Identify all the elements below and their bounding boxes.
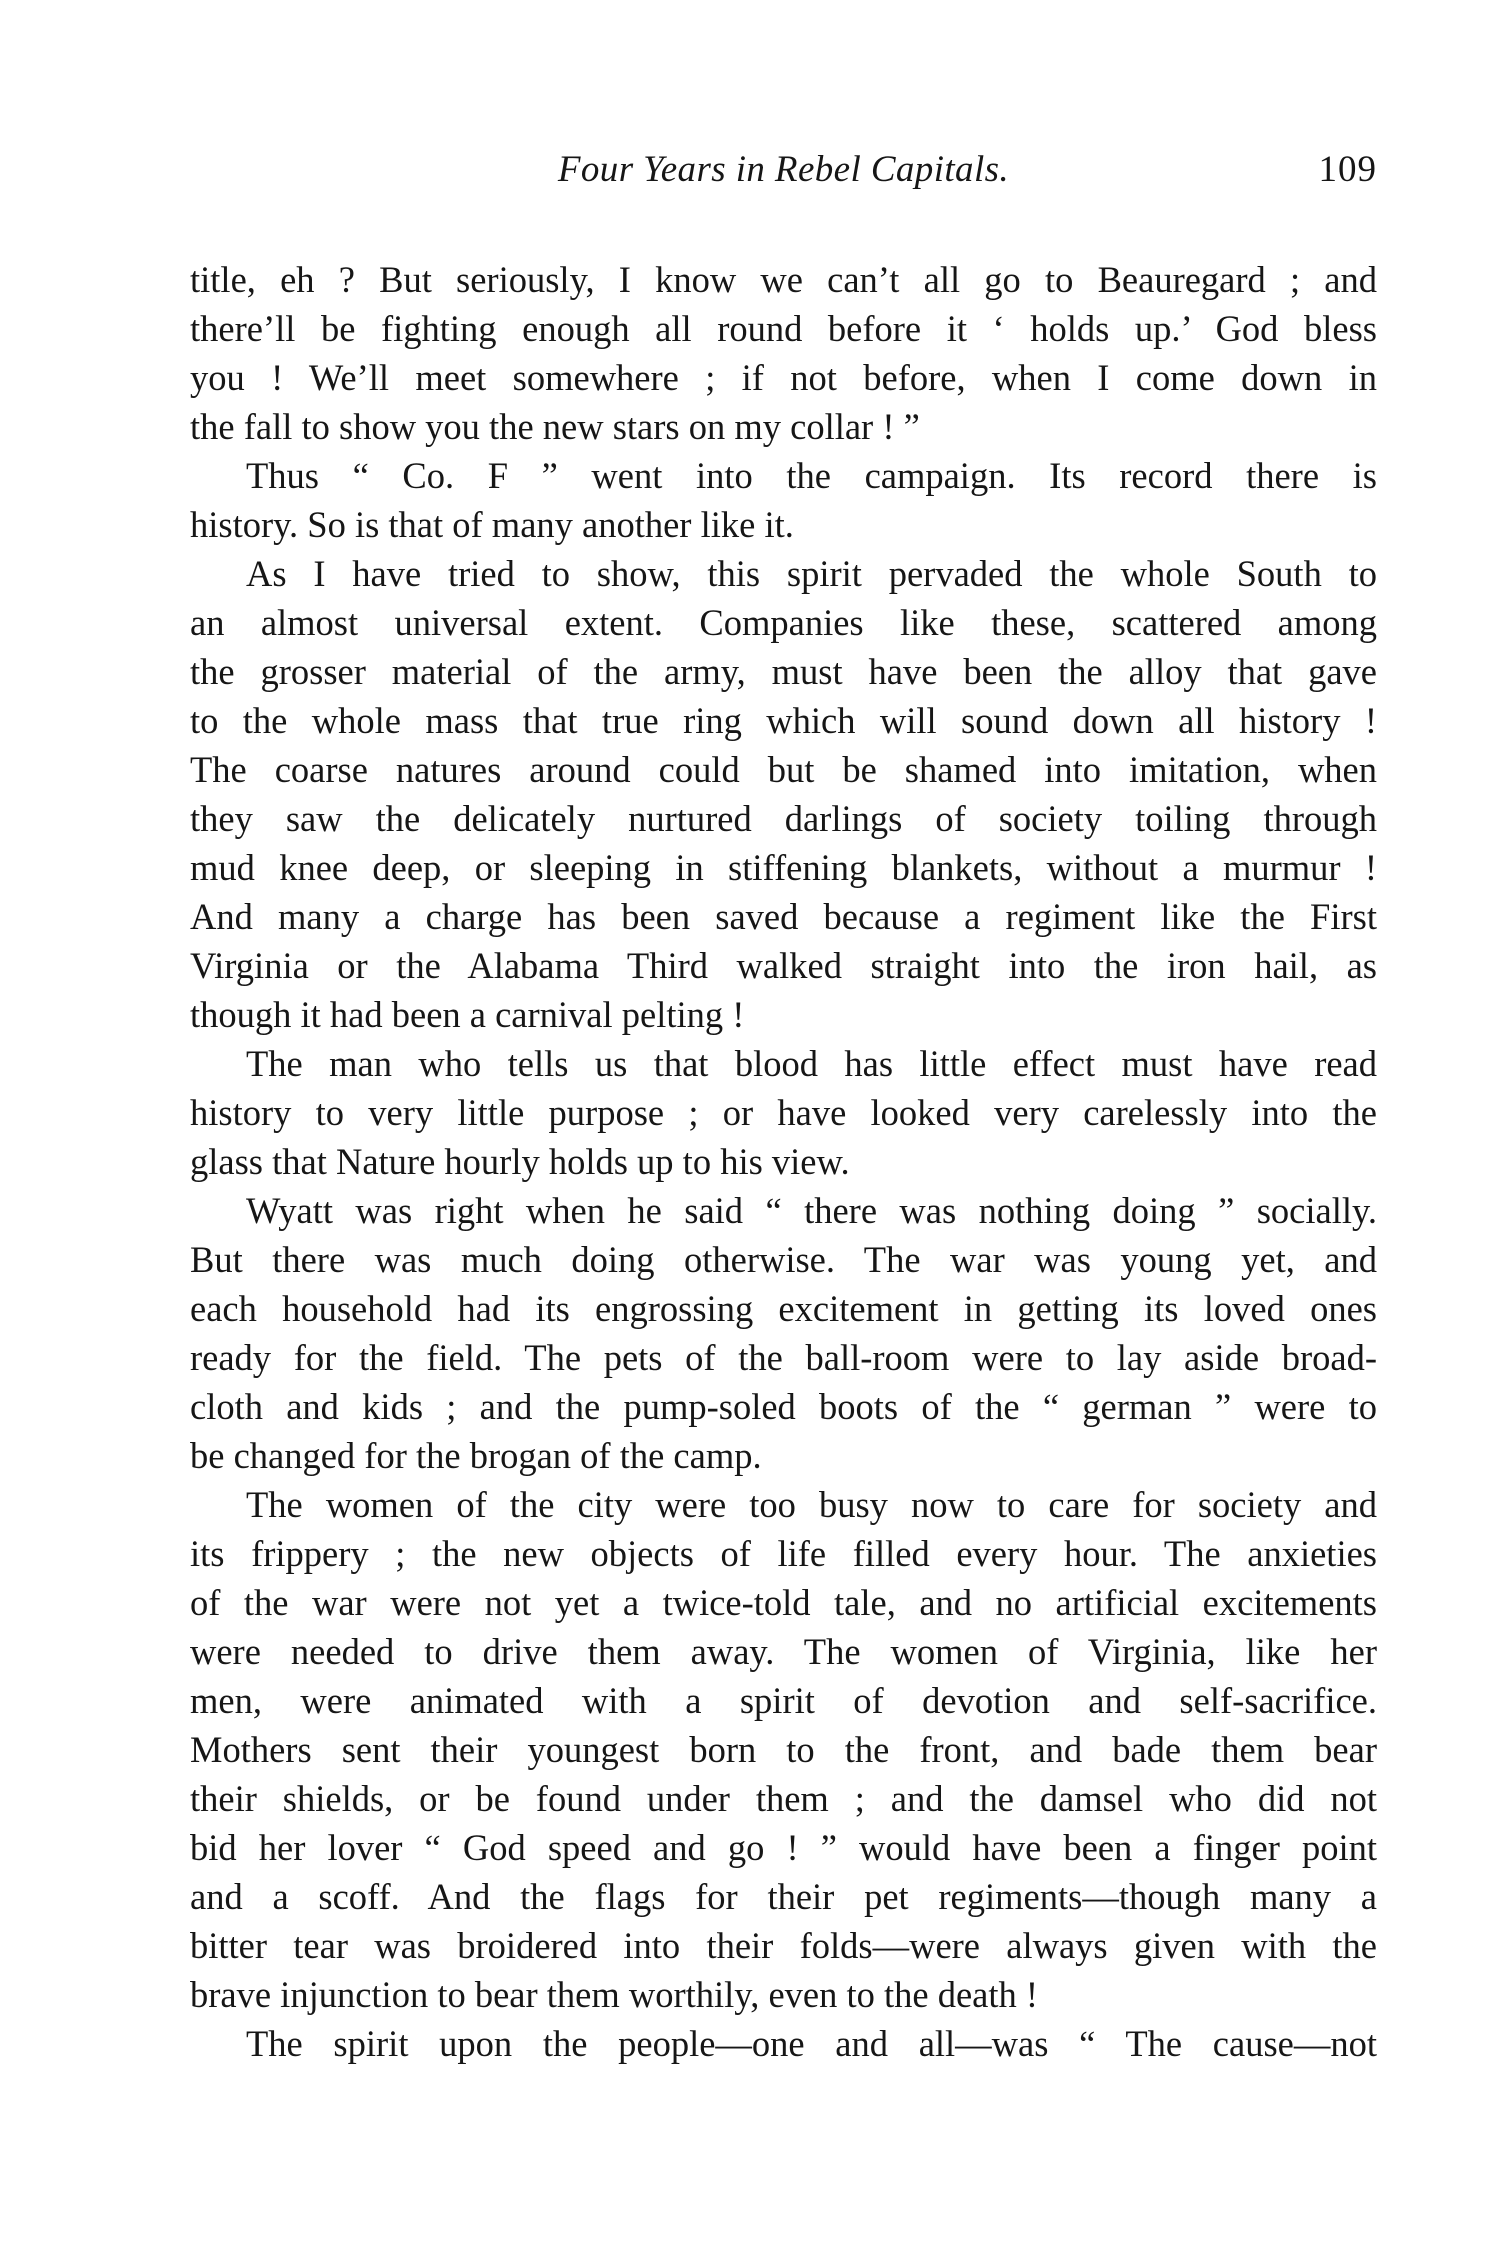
running-title: Four Years in Rebel Capitals. (557, 149, 1010, 190)
text-line: bitter tear was broidered into their folds—were always given with the (190, 1925, 1377, 1966)
text-line: to the whole mass that true ring which will sound down all history ! (190, 700, 1377, 741)
text-line: the grosser material of the army, must have been the alloy that gave (190, 651, 1377, 692)
text-line: Mothers sent their youngest born to the front, and bade them bear (190, 1729, 1377, 1770)
text-line: the fall to show you the new stars on my collar ! ” (190, 406, 920, 447)
paragraph-first-line: The women of the city were too busy now to care for society and (246, 1484, 1377, 1525)
text-line: were needed to drive them away. The women of Virginia, like her (190, 1631, 1377, 1672)
text-line: there’ll be fighting enough all round before it ‘ holds up.’ God bless (190, 308, 1377, 349)
text-line: its frippery ; the new objects of life filled every hour. The anxieties (190, 1533, 1377, 1574)
text-line: an almost universal extent. Companies like these, scattered among (190, 602, 1377, 643)
text-line: bid her lover “ God speed and go ! ” would have been a finger point (190, 1827, 1377, 1868)
paragraph-first-line: Thus “ Co. F ” went into the campaign. Its record there is (246, 455, 1377, 496)
paragraph-first-line: As I have tried to show, this spirit pervaded the whole South to (246, 553, 1377, 594)
body-text (190, 255, 1377, 2068)
text-line: each household had its engrossing excitement in getting its loved ones (190, 1288, 1377, 1329)
text-line: ready for the field. The pets of the ball-room were to lay aside broad- (190, 1337, 1377, 1378)
text-line: mud knee deep, or sleeping in stiffening blankets, without a murmur ! (190, 847, 1377, 888)
text-line: history. So is that of many another like it. (190, 504, 794, 545)
text-line: be changed for the brogan of the camp. (190, 1435, 762, 1476)
text-line: men, were animated with a spirit of devotion and self-sacrifice. (190, 1680, 1377, 1721)
text-line: And many a charge has been saved because a regiment like the First (190, 896, 1377, 937)
paragraph-first-line: Wyatt was right when he said “ there was nothing doing ” socially. (246, 1190, 1377, 1231)
paragraph-first-line: The spirit upon the people—one and all—was “ The cause—not (246, 2023, 1377, 2064)
text-line: The coarse natures around could but be shamed into imitation, when (190, 749, 1377, 790)
text-line: cloth and kids ; and the pump-soled boots of the “ german ” were to (190, 1386, 1377, 1427)
text-line: history to very little purpose ; or have looked very carelessly into the (190, 1092, 1377, 1133)
text-line: though it had been a carnival pelting ! (190, 994, 745, 1035)
text-line: Virginia or the Alabama Third walked straight into the iron hail, as (190, 945, 1377, 986)
text-line: glass that Nature hourly holds up to his view. (190, 1141, 850, 1182)
text-line: title, eh ? But seriously, I know we can’t all go to Beauregard ; and (190, 259, 1377, 300)
text-line: brave injunction to bear them worthily, even to the death ! (190, 1974, 1039, 2015)
text-line: they saw the delicately nurtured darlings of society toiling through (190, 798, 1377, 839)
text-line: of the war were not yet a twice-told tale, and no artificial excitements (190, 1582, 1377, 1623)
paragraph-first-line: The man who tells us that blood has little effect must have read (246, 1043, 1377, 1084)
running-head (190, 148, 1377, 208)
text-line: their shields, or be found under them ; and the damsel who did not (190, 1778, 1377, 1819)
text-line: But there was much doing otherwise. The war was young yet, and (190, 1239, 1377, 1280)
text-line: you ! We’ll meet somewhere ; if not before, when I come down in (190, 357, 1377, 398)
text-line: and a scoff. And the flags for their pet regiments—though many a (190, 1876, 1377, 1917)
page-number: 109 (1318, 149, 1377, 190)
